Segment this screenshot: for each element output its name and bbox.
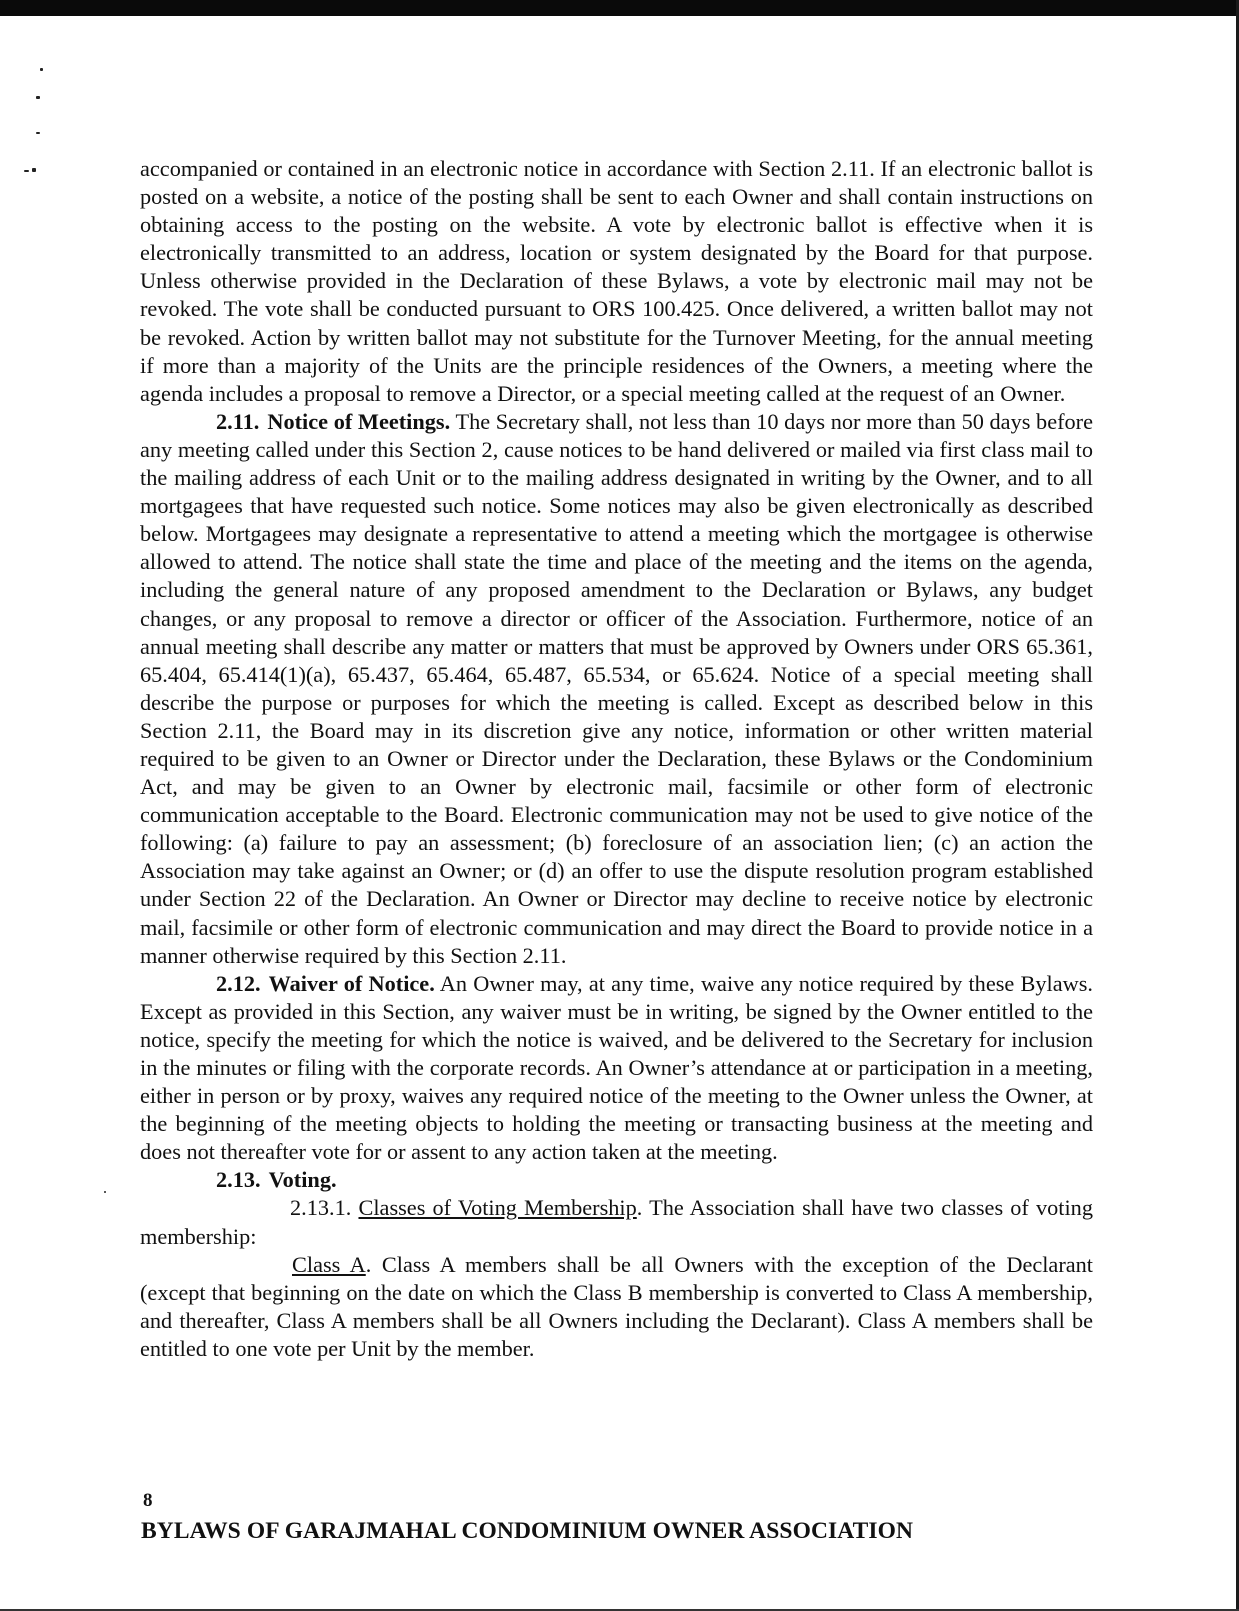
section-title: Voting. — [268, 1167, 337, 1193]
scan-speck — [36, 132, 40, 134]
section-2-12 — [140, 970, 1093, 1167]
section-2-13 — [140, 1166, 1093, 1194]
section-number: 2.13. — [216, 1167, 261, 1193]
class-a-text: . Class A members shall be all Owners with the exception of the Declarant (except that beginning on the date on which the Class B membership is converted to Class A membership, and thereafter, Class A members shall be all Owners including the Declarant). Class A members shall be entitled to one vote per Unit by the member. — [140, 1251, 1093, 1361]
section-text: An Owner may, at any time, waive any notice required by these Bylaws. Except as provided in this Section, any waiver must be in writing, be signed by the Owner entitled to the notice, specify the meeting for which the notice is waived, and be delivered to the Secretary for inclusion in the minutes or filing with the corporate records. An Owner’s attendance at or participation in a meeting, either in person or by proxy, waives any required notice of the meeting to the Owner unless the Owner, at the beginning of the meeting objects to holding the meeting or transacting business at the meeting and does not thereafter vote for or assent to any action taken at the meeting. — [140, 970, 1093, 1165]
section-2-13-1 — [140, 1194, 1093, 1250]
scan-speck — [32, 168, 36, 172]
subsection-text: . The Association shall have two classes of voting membership: — [140, 1195, 1093, 1249]
document-body — [140, 155, 1093, 1363]
scan-top-border — [0, 0, 1239, 16]
scan-speck — [36, 96, 40, 99]
scan-speck — [40, 68, 43, 71]
section-text: The Secretary shall, not less than 10 days nor more than 50 days before any meeting called under this Section 2, cause notices to be hand delivered or mailed via first class mail to the mailing address of each Unit or to the mailing address designated in writing by the Owner, and to all mortgagees that have requested such notice. Some notices may also be given electronically as described below. Mortgagees may designate a representative to attend a meeting which the mortgagee is otherwise allowed to attend. The notice shall state the time and place of the meeting and the items on the agenda, including the general nature of any proposed amendment to the Declaration or Bylaws, any budget changes, or any proposal to remove a director or officer of the Association. Furthermore, notice of an annual meeting shall describe any matter or matters that must be approved by Owners under ORS 65.361, 65.404, 65.414(1)(a), 65.437, 65.464, 65.487, 65.534, or 65.624. Notice of a special meeting shall describe the purpose or purposes for which the meeting is called. Except as described below in this Section 2.11, the Board may in its discretion give any notice, information or other written material required to be given to an Owner or Director under the Declaration, these Bylaws or the Condominium Act, and may be given to an Owner by electronic mail, facsimile or other form of electronic communication acceptable to the Board. Electronic communication may not be used to give notice of the following: (a) failure to pay an assessment; (b) foreclosure of an association lien; (c) an action the Association may take against an Owner; or (d) an offer to use the dispute resolution program established under Section 22 of the Declaration. An Owner or Director may decline to receive notice by electronic mail, facsimile or other form of electronic communication and may direct the Board to provide notice in a manner otherwise required by this Section 2.11. — [140, 408, 1093, 968]
page-number: 8 — [143, 1490, 153, 1511]
class-a-title: Class A — [292, 1251, 366, 1277]
paragraph-continued: accompanied or contained in an electronic notice in accordance with Section 2.11. If an electronic ballot is posted on a website, a notice of the posting shall be sent to each Owner and shall contain instructions on obtaining access to the posting on the website. A vote by electronic ballot is effective when it is electronically transmitted to an address, location or system designated by the Board for that purpose. Unless otherwise provided in the Declaration of these Bylaws, a vote by electronic mail may not be revoked. The vote shall be conducted pursuant to ORS 100.425. Once delivered, a written ballot may not be revoked. Action by written ballot may not substitute for the Turnover Meeting, for the annual meeting if more than a majority of the Units are the principle residences of the Owners, a meeting where the agenda includes a proposal to remove a Director, or a special meeting called at the request of an Owner. — [140, 156, 1093, 406]
class-a-paragraph — [140, 1251, 1093, 1363]
document-title: BYLAWS OF GARAJMAHAL CONDOMINIUM OWNER ASSOCIATION — [141, 1518, 914, 1544]
section-2-11 — [140, 408, 1093, 970]
section-number: 2.11. — [216, 408, 260, 434]
scan-speck — [24, 170, 29, 172]
subsection-title: Classes of Voting Membership — [358, 1195, 637, 1221]
section-number: 2.12. — [216, 970, 261, 996]
section-title: Waiver of Notice. — [268, 970, 435, 996]
subsection-number: 2.13.1. — [290, 1195, 352, 1221]
section-title: Notice of Meetings. — [267, 408, 451, 434]
scan-speck — [104, 1191, 106, 1193]
